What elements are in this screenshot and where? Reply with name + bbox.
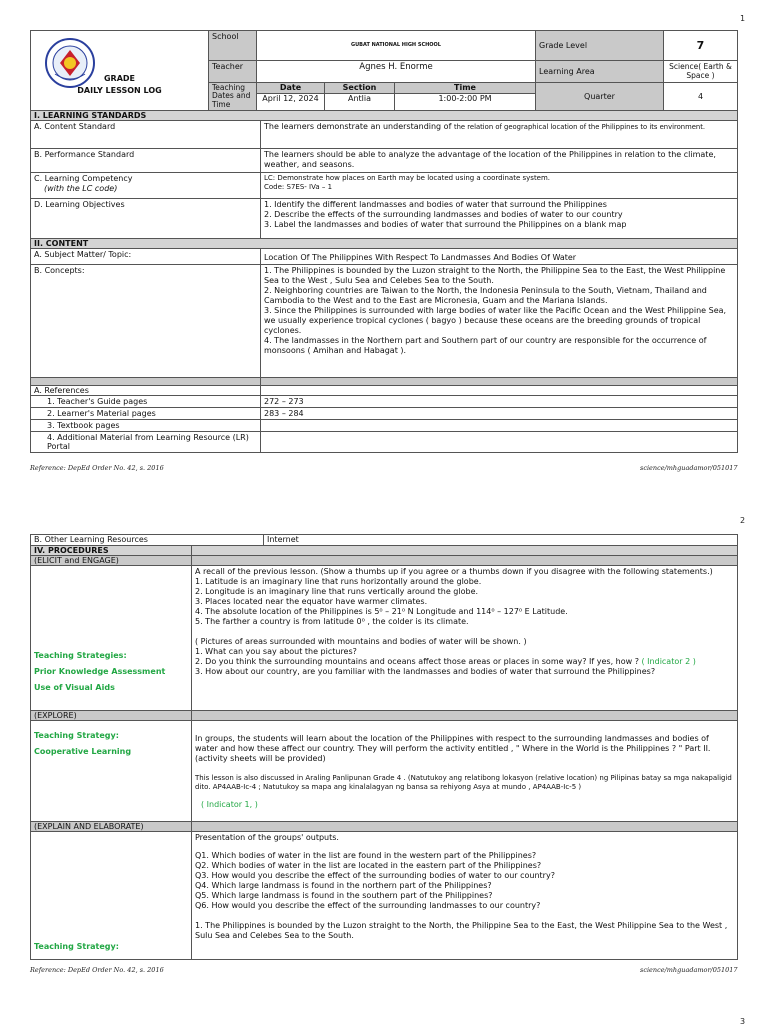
competency-code: Code: S7ES- IVa – 1 [264,182,333,191]
competency-lc: LC: Demonstrate how places on Earth may be located using a coordinate system. [264,174,551,182]
footer-code: science/mhguadamor/051017 [640,966,738,974]
concept-item: 2. Neighboring countries are Taiwan to the North, the Indonesia Peninsula to the South, Vietnam, Thailand and Cambodia to the West and to the East are Micronesia, Guam and the Mariana Islands. [264,286,707,305]
school-value: GUBAT NATIONAL HIGH SCHOOL [257,31,536,61]
explore-heading: (EXPLORE) [31,711,192,721]
objective-item: 3. Label the landmasses and bodies of water that surround the Philippines on a blank map [264,220,627,229]
date-label: Date [257,83,324,94]
indicator-2: ( Indicator 2 ) [641,657,696,666]
recall-line: A recall of the previous lesson. (Show a thumbs up if you agree or a thumbs down if you disagree with the following statements.) [195,567,713,576]
learning-objectives-list [261,199,738,239]
learners-material-pages: 283 – 284 [261,408,738,420]
footer-code: science/mhguadamor/051017 [640,464,738,472]
performance-standard-label: B. Performance Standard [31,149,261,173]
strategy-prior-knowledge: Prior Knowledge Assessment [34,667,166,676]
quarter-label: Quarter [536,83,664,111]
teachers-guide-pages: 272 – 273 [261,396,738,408]
elicit-strategy-cell [31,566,192,711]
quarter-value: 4 [664,83,738,111]
objective-item: 2. Describe the effects of the surrounding landmasses and bodies of water to our country [264,210,623,219]
subject-matter-text: Location Of The Philippines With Respect To Landmasses And Bodies Of Water [261,249,738,265]
grade-level-value: 7 [664,31,738,61]
explore-content [192,721,738,822]
explain-content [192,832,738,960]
learners-material-label: 2. Learner's Material pages [31,408,261,420]
explain-elaborate-heading: (EXPLAIN AND ELABORATE) [31,822,192,832]
concept-item: 1. The Philippines is bounded by the Luzon straight to the North, the Philippine Sea to the East, the West Philippine Sea to the West , Sulu Sea and Celebes Sea to the South. [264,266,726,285]
additional-material-label: 4. Additional Material from Learning Resource (LR) Portal [31,432,261,453]
indicator-1: ( Indicator 1, ) [201,799,258,809]
pictures-question: 3. How about our country, are you familiar with the landmasses and bodies of water that surround the Philippines? [195,667,656,676]
time-label: Time [395,83,535,94]
question-item: Q5. Which large landmass is found in the southern part of the Philippines? [195,891,493,900]
content-standard-text-b: the relation of geographical location of the Philippines to its environment. [453,123,706,131]
learning-competency-sub: (with the LC code) [44,184,118,193]
concepts-label: B. Concepts: [31,265,261,378]
section-value: Antlia [347,94,372,103]
teacher-value: Agnes H. Enorme [257,61,536,83]
pictures-question-2: 2. Do you think the surrounding mountains and oceans affect those areas or places in some way? If yes, how ? [195,657,642,666]
page-number: 2 [740,516,746,525]
time-value: 1:00-2:00 PM [438,94,492,103]
strategy-visual-aids: Use of Visual Aids [34,683,115,692]
references-label: A. References [31,386,261,396]
other-resources-label: B. Other Learning Resources [31,535,264,546]
teaching-strategies-title: Teaching Strategies: [34,651,127,660]
time-cell [395,83,536,111]
concepts-list [261,265,738,378]
recall-line: 5. The farther a country is from latitude 0⁰ , the colder is its climate. [195,617,469,626]
strategy-cooperative-learning: Cooperative Learning [34,747,132,756]
learning-competency-label: C. Learning Competency [34,174,133,183]
pictures-intro: ( Pictures of areas surrounded with mountains and bodies of water will be shown. ) [195,637,527,646]
recall-line: 1. Latitude is an imaginary line that runs horizontally around the globe. [195,577,482,586]
date-value: April 12, 2024 [262,94,319,103]
page-number: 1 [740,14,746,23]
bounded-text: 1. The Philippines is bounded by the Luzon straight to the North, the Philippine Sea to the East, the West Philippine Sea to the West , Sulu Sea and Celebes Sea to the South. [195,921,728,940]
procedures-table [30,534,738,960]
question-item: Q4. Which large landmass is found in the northern part of the Philippines? [195,881,492,890]
content-standard-text-a: The learners demonstrate an understanding of [264,122,454,131]
explain-strategy-cell [31,832,192,960]
explore-strategy-cell [31,721,192,822]
content-heading: II. CONTENT [31,239,738,249]
question-item: Q1. Which bodies of water in the list are found in the western part of the Philippines? [195,851,537,860]
concept-item: 4. The landmasses in the Northern part and Southern part of our country are responsible for the occurrence of monsoons ( Amihan and Habagat ). [264,336,707,355]
presentation-text: Presentation of the groups' outputs. [195,833,339,842]
pictures-question [195,657,734,667]
objective-item: 1. Identify the different landmasses and bodies of water that surround the Philippines [264,200,607,209]
content-standard-label: A. Content Standard [31,121,261,149]
pictures-question: 1. What can you say about the pictures? [195,647,357,656]
teachers-guide-label: 1. Teacher's Guide pages [31,396,261,408]
question-item: Q3. How would you describe the effect of the surrounding bodies of water to our country? [195,871,555,880]
footer-reference: Reference: DepEd Order No. 42, s. 2016 [30,464,164,472]
learning-competency-cell [31,173,261,199]
teaching-strategy-title: Teaching Strategy: [34,942,119,951]
recall-line: 2. Longitude is an imaginary line that runs vertically around the globe. [195,587,479,596]
page-number: 3 [740,1017,746,1026]
procedures-heading: IV. PROCEDURES [31,546,192,556]
explore-text: In groups, the students will learn about the location of the Philippines with respect to the surrounding landmasses and bodies of water and how these affect our country. They will perform the activity entitled , " Where in the World is the Philippines ? " Part II. (activity sheets will be provided) [195,734,711,763]
footer-reference: Reference: DepEd Order No. 42, s. 2016 [30,966,164,974]
elicit-engage-heading: (ELICIT and ENGAGE) [31,556,192,566]
content-standard-cell [261,121,738,149]
learning-area-label: Learning Area [536,61,664,83]
teaching-dates-label: Teaching Dates and Time [209,83,257,111]
log-title: DAILY LESSON LOG [77,86,162,95]
learning-standards-heading: I. LEARNING STANDARDS [31,111,738,121]
question-item: Q2. Which bodies of water in the list are located in the eastern part of the Philippines? [195,861,542,870]
concept-item: 3. Since the Philippines is surrounded with large bodies of water like the Pacific Ocean and the West Philippine Sea, we usually experience tropical cyclones ( bagyo ) because these oceans are the breeding grounds of tropical cyclones. [264,306,727,335]
dll-header-table [30,30,738,111]
recall-line: 4. The absolute location of the Philippines is 5⁰ – 21⁰ N Longitude and 114⁰ – 127⁰ E Latitude. [195,607,568,616]
learning-objectives-label: D. Learning Objectives [31,199,261,239]
grade-title: GRADE [103,74,136,83]
section-label: Section [325,83,394,94]
performance-standard-text: The learners should be able to analyze the advantage of the location of the Philippines in relation to the climate, weather, and seasons. [261,149,738,173]
elicit-content [192,566,738,711]
grade-level-label: Grade Level [536,31,664,61]
teacher-label: Teacher [209,61,257,83]
learning-competency-value [261,173,738,199]
textbook-label: 3. Textbook pages [31,420,261,432]
date-cell [257,83,325,111]
learning-area-value: Science( Earth & Space ) [664,61,738,83]
question-item: Q6. How would you describe the effect of the surrounding landmasses to our country? [195,901,541,910]
teaching-strategy-title: Teaching Strategy: [34,731,119,740]
other-resources-value: Internet [264,535,738,546]
school-label: School [209,31,257,61]
subject-matter-label: A. Subject Matter/ Topic: [31,249,261,265]
araling-panlipunan-note: This lesson is also discussed in Araling Panlipunan Grade 4 . (Natutukoy ang relatibong lokasyon (relative location) ng Pilipinas batay sa mga nakapaligid dito. AP4AAB-Ic-4 ; Natutukoy sa mapa ang kinalalagyan ng bansa sa rehiyong Asya at mundo , AP4AAB-Ic-5 ) [195,774,732,791]
section-cell [325,83,395,111]
recall-line: 3. Places located near the equator have warmer climates. [195,597,428,606]
dll-body-table [30,110,738,453]
deped-seal-logo [45,38,95,88]
